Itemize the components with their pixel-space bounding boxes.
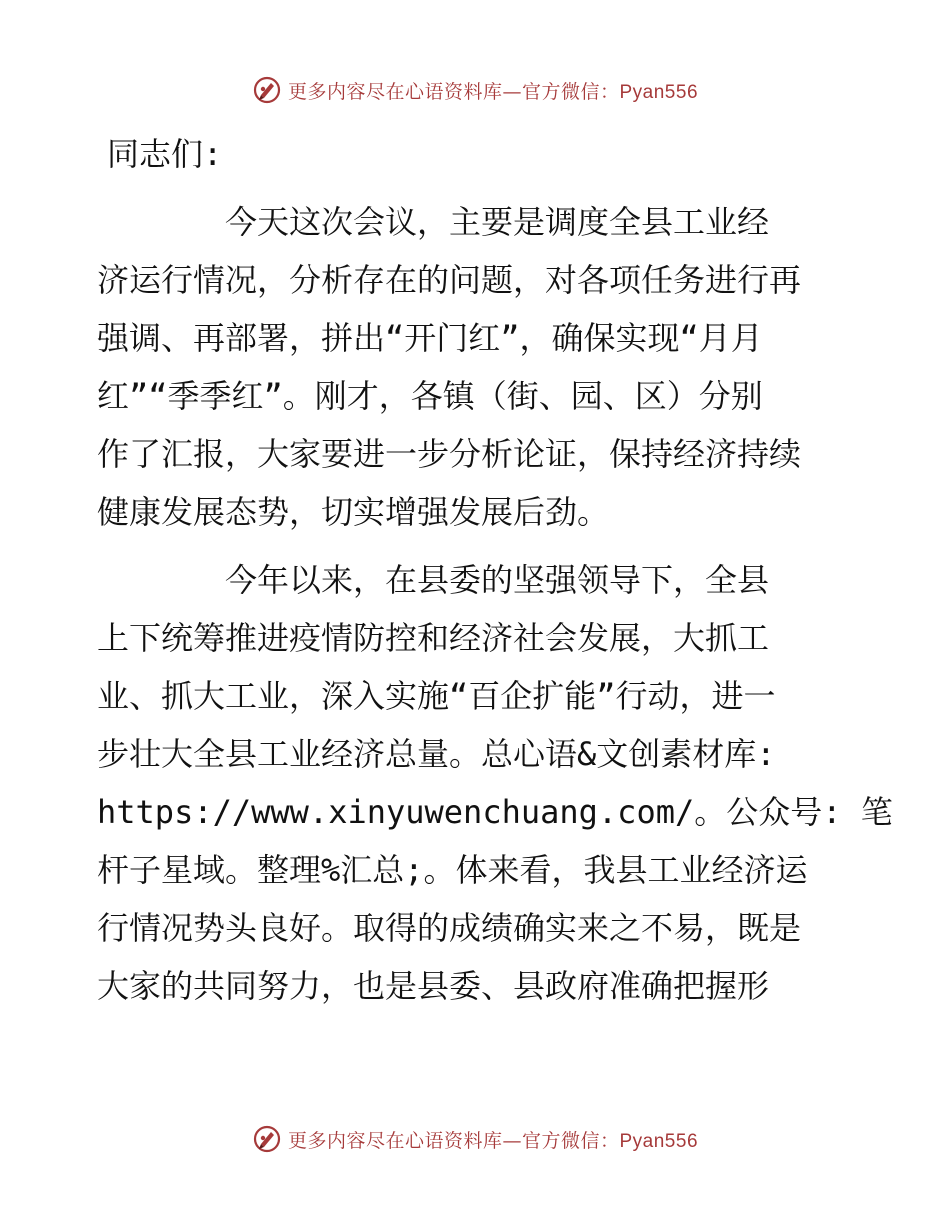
text-line: 杆子星域。整理%汇总;。体来看，我县工业经济运 [97,851,808,889]
document-body [97,125,893,1015]
text-line: https://www.xinyuwenchuang.com/。公众号: 笔 [97,793,893,831]
text-line: 健康发展态势，切实增强发展后劲。 [97,493,610,531]
text-line: 济运行情况，分析存在的问题，对各项任务进行再 [97,261,802,299]
text-line: 今年以来，在县委的坚强领导下，全县 [97,561,770,599]
greeting: 同志们: [107,135,223,173]
pen-nib-logo-icon [252,1124,282,1154]
paragraph-2 [97,551,893,1015]
text-line: 业、抓大工业，深入实施“百企扩能”行动，进一 [97,677,776,715]
banner-wechat-id: Pyan556 [619,81,699,103]
text-line: 作了汇报，大家要进一步分析论证，保持经济持续 [97,435,802,473]
text-line: 强调、再部署，拼出“开门红”，确保实现“月月 [97,319,763,357]
paragraph-1 [97,193,857,541]
banner-text [288,1126,698,1153]
text-line: 今天这次会议，主要是调度全县工业经 [97,203,770,241]
banner-text [288,77,698,104]
text-line: 红”“季季红”。刚才，各镇（街、园、区）分别 [97,377,763,415]
banner-text-cn: 更多内容尽在心语资料库—官方微信： [287,80,620,103]
text-line: 大家的共同努力，也是县委、县政府准确把握形 [97,967,770,1005]
pen-nib-logo-icon [252,75,282,105]
footer-banner [0,1119,950,1159]
header-banner [0,70,950,110]
banner-wechat-id: Pyan556 [619,1130,699,1152]
banner-text-cn: 更多内容尽在心语资料库—官方微信： [287,1129,620,1152]
text-line: 上下统筹推进疫情防控和经济社会发展，大抓工 [97,619,770,657]
text-line: 步壮大全县工业经济总量。总心语&文创素材库: [97,735,776,773]
text-line: 行情况势头良好。取得的成绩确实来之不易，既是 [97,909,802,947]
